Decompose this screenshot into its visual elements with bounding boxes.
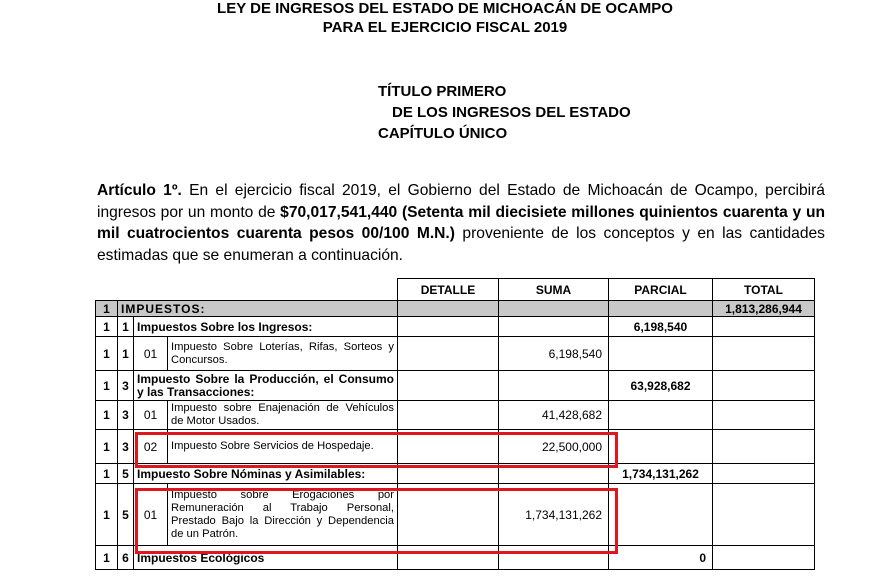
- table-row: [96, 371, 815, 401]
- articulo-amount: $70,017,541,440 (Setenta mil diecisiete millones quinientos cuarenta y un mil cuatrocientos cuarenta pesos 00/100 M.N.): [97, 203, 825, 242]
- row-code-1: 1: [96, 430, 118, 464]
- total-cell: [713, 430, 815, 464]
- table-row: [96, 401, 815, 430]
- detalle-cell: [398, 337, 499, 371]
- suma-cell: 6,198,540: [499, 337, 609, 371]
- detalle-cell: [398, 301, 499, 317]
- total-cell: [713, 484, 815, 546]
- total-cell: [713, 371, 815, 401]
- parcial-cell: 1,734,131,262: [609, 464, 713, 484]
- suma-cell: [499, 301, 609, 317]
- row-code-1: 1: [96, 464, 118, 484]
- row-code-1: 1: [96, 546, 118, 570]
- parcial-cell: 0: [609, 546, 713, 570]
- parcial-cell: [609, 301, 713, 317]
- row-code-1: 1: [96, 337, 118, 371]
- row-code-1: 1: [96, 484, 118, 546]
- parcial-cell: [609, 401, 713, 430]
- row-code-3: 02: [134, 430, 168, 464]
- suma-cell: [499, 317, 609, 337]
- row-label: IMPUESTOS:: [118, 301, 398, 317]
- articulo-label: Artículo 1º.: [97, 182, 182, 199]
- total-cell: [713, 317, 815, 337]
- total-cell: [713, 337, 815, 371]
- parcial-cell: [609, 430, 713, 464]
- total-cell: 1,813,286,944: [713, 301, 815, 317]
- row-label: Impuesto sobre Erogaciones por Remuneración al Trabajo Personal, Prestado Bajo la Dirección y Dependencia de un Patrón.: [168, 484, 398, 546]
- titulo-subheading: DE LOS INGRESOS DEL ESTADO: [392, 104, 631, 121]
- row-code-3: 01: [134, 484, 168, 546]
- parcial-cell: 6,198,540: [609, 317, 713, 337]
- row-label: Impuesto sobre Enajenación de Vehículos de Motor Usados.: [168, 401, 398, 430]
- row-code-2: 5: [118, 484, 134, 546]
- table-row: [96, 317, 815, 337]
- row-label: Impuesto Sobre Servicios de Hospedaje.: [168, 430, 398, 464]
- row-label: Impuesto Sobre la Producción, el Consumo y las Transacciones:: [134, 371, 398, 401]
- articulo-text-1: En el ejercicio fiscal 2019, el Gobierno del Estado de Michoacán de Ocampo, percibirá ingresos por un monto de: [97, 182, 825, 221]
- table-row: [96, 301, 815, 317]
- row-code-2: 3: [118, 371, 134, 401]
- row-label: Impuestos Sobre los Ingresos:: [134, 317, 398, 337]
- column-header-suma: SUMA: [499, 279, 609, 301]
- total-cell: [713, 464, 815, 484]
- detalle-cell: [398, 401, 499, 430]
- row-code-3: 01: [134, 337, 168, 371]
- row-code-3: 01: [134, 401, 168, 430]
- row-code-2: 1: [118, 317, 134, 337]
- table-header-row: [96, 279, 815, 301]
- detalle-cell: [398, 317, 499, 337]
- row-label: Impuestos Ecológicos: [134, 546, 398, 570]
- row-code-1: 1: [96, 401, 118, 430]
- titulo-heading: TÍTULO PRIMERO: [378, 83, 507, 100]
- column-header-parcial: PARCIAL: [609, 279, 713, 301]
- suma-cell: 41,428,682: [499, 401, 609, 430]
- total-cell: [713, 401, 815, 430]
- suma-cell: 22,500,000: [499, 430, 609, 464]
- parcial-cell: [609, 337, 713, 371]
- row-code-2: 3: [118, 401, 134, 430]
- law-title-line-1: LEY DE INGRESOS DEL ESTADO DE MICHOACÁN DE OCAMPO: [217, 0, 673, 17]
- row-code-2: 5: [118, 464, 134, 484]
- total-cell: [713, 546, 815, 570]
- row-label: Impuesto Sobre Loterías, Rifas, Sorteos y Concursos.: [168, 337, 398, 371]
- column-header-total: TOTAL: [713, 279, 815, 301]
- row-code-2: 1: [118, 337, 134, 371]
- suma-cell: 1,734,131,262: [499, 484, 609, 546]
- articulo-paragraph: [97, 180, 825, 266]
- row-code-1: 1: [96, 371, 118, 401]
- parcial-cell: 63,928,682: [609, 371, 713, 401]
- row-code-2: 6: [118, 546, 134, 570]
- table-row: [96, 337, 815, 371]
- row-code-1: 1: [96, 317, 118, 337]
- highlight-box-nominas: [135, 488, 618, 554]
- row-label: Impuesto Sobre Nóminas y Asimilables:: [134, 464, 398, 484]
- capitulo-heading: CAPÍTULO ÚNICO: [378, 125, 508, 142]
- law-title-line-2: PARA EL EJERCICIO FISCAL 2019: [322, 19, 568, 36]
- row-code-2: 3: [118, 430, 134, 464]
- column-header-detalle: DETALLE: [398, 279, 499, 301]
- highlight-box-hospedaje: [135, 432, 618, 468]
- suma-cell: [499, 371, 609, 401]
- detalle-cell: [398, 371, 499, 401]
- parcial-cell: [609, 484, 713, 546]
- articulo-text-2: proveniente de los conceptos y en las cantidades estimadas que se enumeran a continuación.: [97, 225, 825, 264]
- row-code-1: 1: [96, 301, 118, 317]
